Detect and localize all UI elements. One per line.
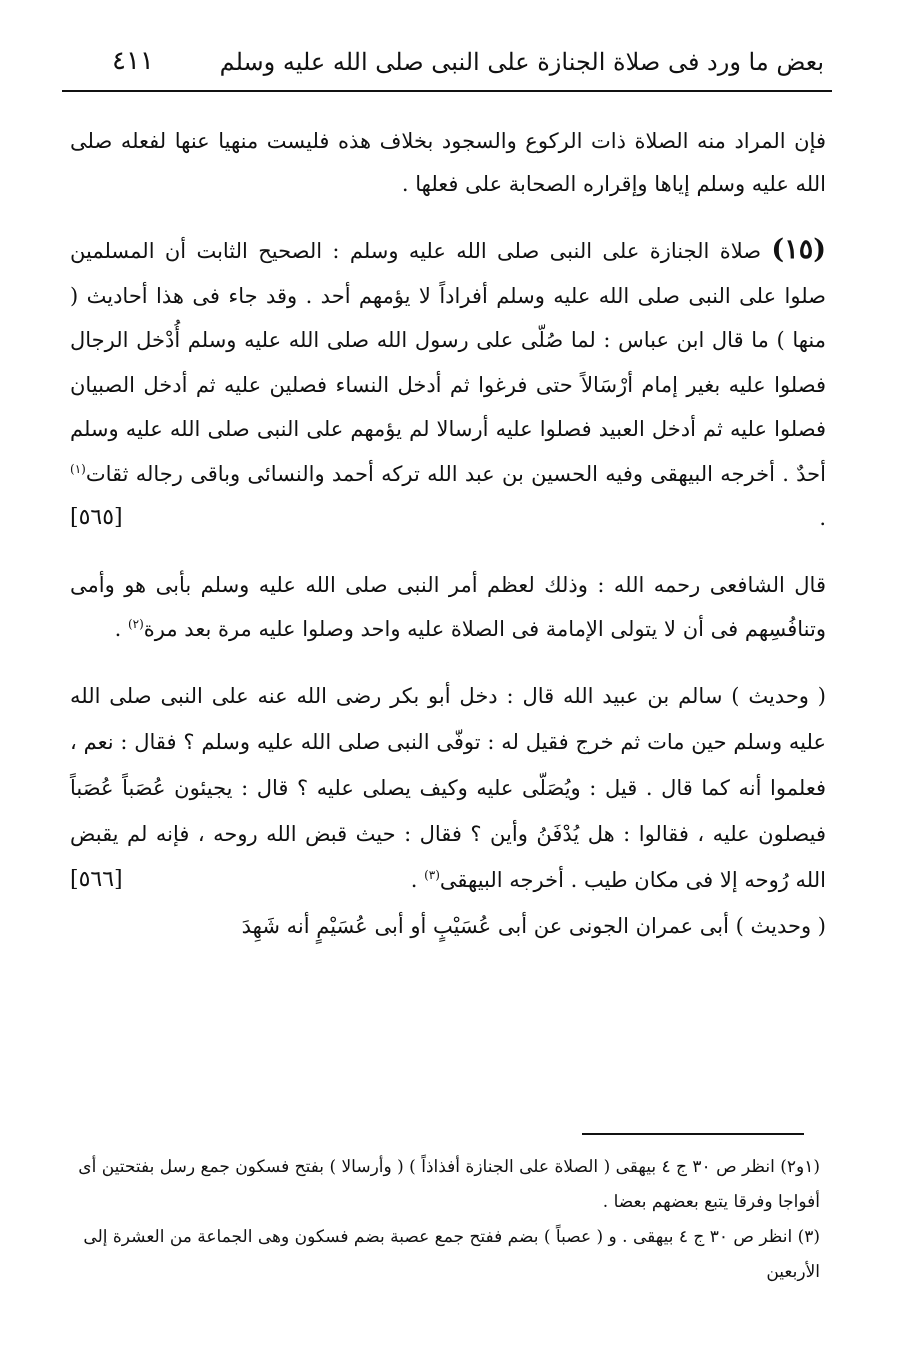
- sentence-end: .: [114, 616, 128, 641]
- sentence-end: .: [819, 506, 826, 530]
- page-number: ٤١١: [112, 46, 154, 76]
- page-header: [62, 42, 832, 92]
- footnote-mark: (٢): [127, 616, 144, 631]
- main-text: [70, 120, 826, 949]
- section-text: صلاة الجنازة على النبى صلى الله عليه وسلم : الصحيح الثابت أن المسلمين صلوا على النبى صلى الله عليه وسلم أفراداً لا يؤمهم أحد . وقد جاء فى هذا أحاديث ( منها ) ما قال ابن عباس : لما صُلّى على رسول الله صلى الله عليه وسلم أُدْخل الرجال فصلوا عليه بغير إمام أرْسَالاً حتى فرغوا ثم أدخل النساء فصلين عليه ثم أدخل الصبيان فصلوا عليه ثم أدخل العبيد فصلوا عليه أرسالا لم يؤمهم على النبى صلى الله عليه وسلم أحدٌ . أخرجه البيهقى وفيه الحسين بن عبد الله تركه أحمد والنسائى وباقى رجاله ثقات: [70, 239, 826, 486]
- paragraph-intro: فإن المراد منه الصلاة ذات الركوع والسجود بخلاف هذه فليست منهيا عنها لفعله صلى الله عليه وسلم إياها وإقراره الصحابة على فعلها .: [70, 129, 826, 196]
- footnote-1-2: (١و٢) انظر ص ٣٠ ج ٤ بيهقى ( الصلاة على الجنازة أفذاذاً ) ( وأرسالا ) بفتح فسكون جمع رسل بفتحتين أى أفواجا وفرقا يتبع بعضهم بعضا .: [78, 1157, 820, 1212]
- paragraph-shafii: [70, 563, 826, 651]
- footnotes: [48, 1150, 820, 1290]
- hadith-reference-number: [٥٦٦]: [70, 866, 123, 892]
- paragraph-hadith-abu-imran: ( وحديث ) أبى عمران الجونى عن أبى عُسَيْبٍ أو أبى عُسَيْمٍ أنه شَهِدَ: [241, 913, 826, 938]
- section-number: (١٥): [771, 234, 826, 265]
- running-title: بعض ما ورد فى صلاة الجنازة على النبى صلى الله عليه وسلم: [219, 48, 824, 76]
- footnote-mark: (١): [70, 461, 86, 476]
- footnote-divider: [582, 1133, 804, 1135]
- footnote-mark: (٣): [424, 867, 440, 882]
- footnote-3: (٣) انظر ص ٣٠ ج ٤ بيهقى . و ( عصباً ) بضم ففتح جمع عصبة بضم فسكون وهى الجماعة من العشرة إلى الأربعين: [83, 1227, 820, 1282]
- paragraph-text: قال الشافعى رحمه الله : وذلك لعظم أمر النبى صلى الله عليه وسلم بأبى هو وأمى وتنافُسِهم فى أن لا يتولى الإمامة فى الصلاة عليه واحد وصلوا عليه مرة بعد مرة: [70, 572, 826, 641]
- paragraph-section-15: [70, 228, 826, 541]
- paragraph-text: ( وحديث ) سالم بن عبيد الله قال : دخل أبو بكر رضى الله عنه على النبى صلى الله عليه وسلم حين مات ثم خرج فقيل له : توفّى النبى صلى الله عليه وسلم ؟ فقال : نعم ، فعلموا أنه كما قال . قيل : ويُصَلّى عليه وكيف يصلى عليه ؟ قال : يجيئون عُصَباً عُصَباً فيصلون عليه ، فقالوا : هل يُدْفَنُ وأين ؟ فقال : حيث قبض الله روحه ، فإنه لم يقبض الله رُوحه إلا فى مكان طيب . أخرجه البيهقى: [70, 683, 826, 892]
- sentence-end: .: [410, 867, 425, 892]
- hadith-reference-number: [٥٦٥]: [70, 505, 123, 530]
- paragraph-hadith-salim: [70, 673, 826, 903]
